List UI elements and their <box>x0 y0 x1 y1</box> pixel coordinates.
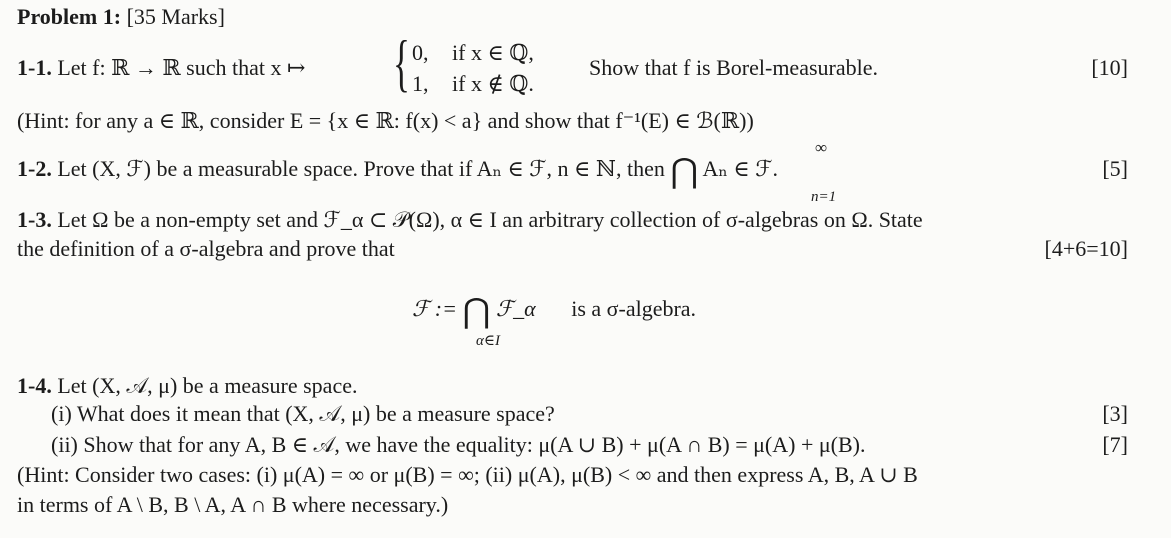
formula-text: is a σ-algebra. <box>571 296 697 321</box>
q1-3-line1 <box>17 207 923 233</box>
case1-value: 0, <box>412 40 429 65</box>
q1-3-marks: [4+6=10] <box>1044 236 1128 261</box>
q1-4-part-ii-marks: [7] <box>1102 432 1128 457</box>
q1-4-hint-line1: (Hint: Consider two cases: (i) μ(A) = ∞ or μ(B) = ∞; (ii) μ(A), μ(B) < ∞ and then express A, B, A ∪ B <box>17 462 918 487</box>
q1-4-label: 1-4. <box>17 373 52 398</box>
problem-marks: [35 Marks] <box>126 4 225 29</box>
q1-1-hint: (Hint: for any a ∈ ℝ, consider E = {x ∈ ℝ: f(x) < a} and show that f⁻¹(E) ∈ ℬ(ℝ)) <box>17 108 754 133</box>
q1-2-label: 1-2. <box>17 156 52 181</box>
case2-condition: if x ∉ ℚ. <box>452 71 534 96</box>
q1-1-task: Show that f is Borel-measurable. <box>589 55 878 80</box>
cap-index: α∈I <box>476 333 500 349</box>
q1-1-case1 <box>412 40 534 66</box>
formula-left: ℱ := <box>412 296 457 321</box>
q1-4-part-i-marks: [3] <box>1102 401 1128 426</box>
q1-3-line2: the definition of a σ-algebra and prove that <box>17 236 395 261</box>
q1-4-part-ii: (ii) Show that for any A, B ∈ 𝒜, we have the equality: μ(A ∪ B) + μ(A ∩ B) = μ(A) + μ(B). <box>51 432 866 457</box>
formula-right: ℱ_α <box>495 296 536 321</box>
q1-2-marks: [5] <box>1102 156 1128 181</box>
case2-value: 1, <box>412 71 429 96</box>
q1-1-case2 <box>412 71 534 97</box>
q1-4-part-i: (i) What does it mean that (X, 𝒜, μ) be a measure space? <box>51 401 555 426</box>
q1-4-intro <box>17 373 357 399</box>
q1-1-marks: [10] <box>1091 55 1128 80</box>
case-brace: { <box>393 27 410 98</box>
q1-3-formula <box>412 293 697 330</box>
q1-3-text: Let Ω be a non-empty set and ℱ_α ⊂ 𝒫(Ω), α ∈ I an arbitrary collection of σ-algebras on Ω. State <box>57 207 923 232</box>
case1-condition: if x ∈ ℚ, <box>452 40 534 65</box>
q1-1-lead-text: Let f: ℝ → ℝ such that x ↦ <box>57 55 306 80</box>
q1-4-hint-line2: in terms of A \ B, B \ A, A ∩ B where necessary.) <box>17 492 449 517</box>
intersection-symbol-2: ⋂ <box>462 293 491 330</box>
q1-3-label: 1-3. <box>17 207 52 232</box>
q1-2-line <box>17 153 779 190</box>
q1-2-text-after: Aₙ ∈ ℱ. <box>702 156 779 181</box>
q1-1-lead <box>17 55 305 81</box>
intersection-symbol: ⋂ <box>670 153 699 190</box>
q1-1-label: 1-1. <box>17 55 52 80</box>
problem-header <box>17 4 225 30</box>
problem-label: Problem 1: <box>17 4 122 29</box>
q1-2-text: Let (X, ℱ) be a measurable space. Prove that if Aₙ ∈ ℱ, n ∈ ℕ, then <box>57 156 665 181</box>
cap-lower-limit: n=1 <box>811 189 837 205</box>
q1-4-intro-text: Let (X, 𝒜, μ) be a measure space. <box>57 373 358 398</box>
cap-upper-limit: ∞ <box>815 138 828 157</box>
